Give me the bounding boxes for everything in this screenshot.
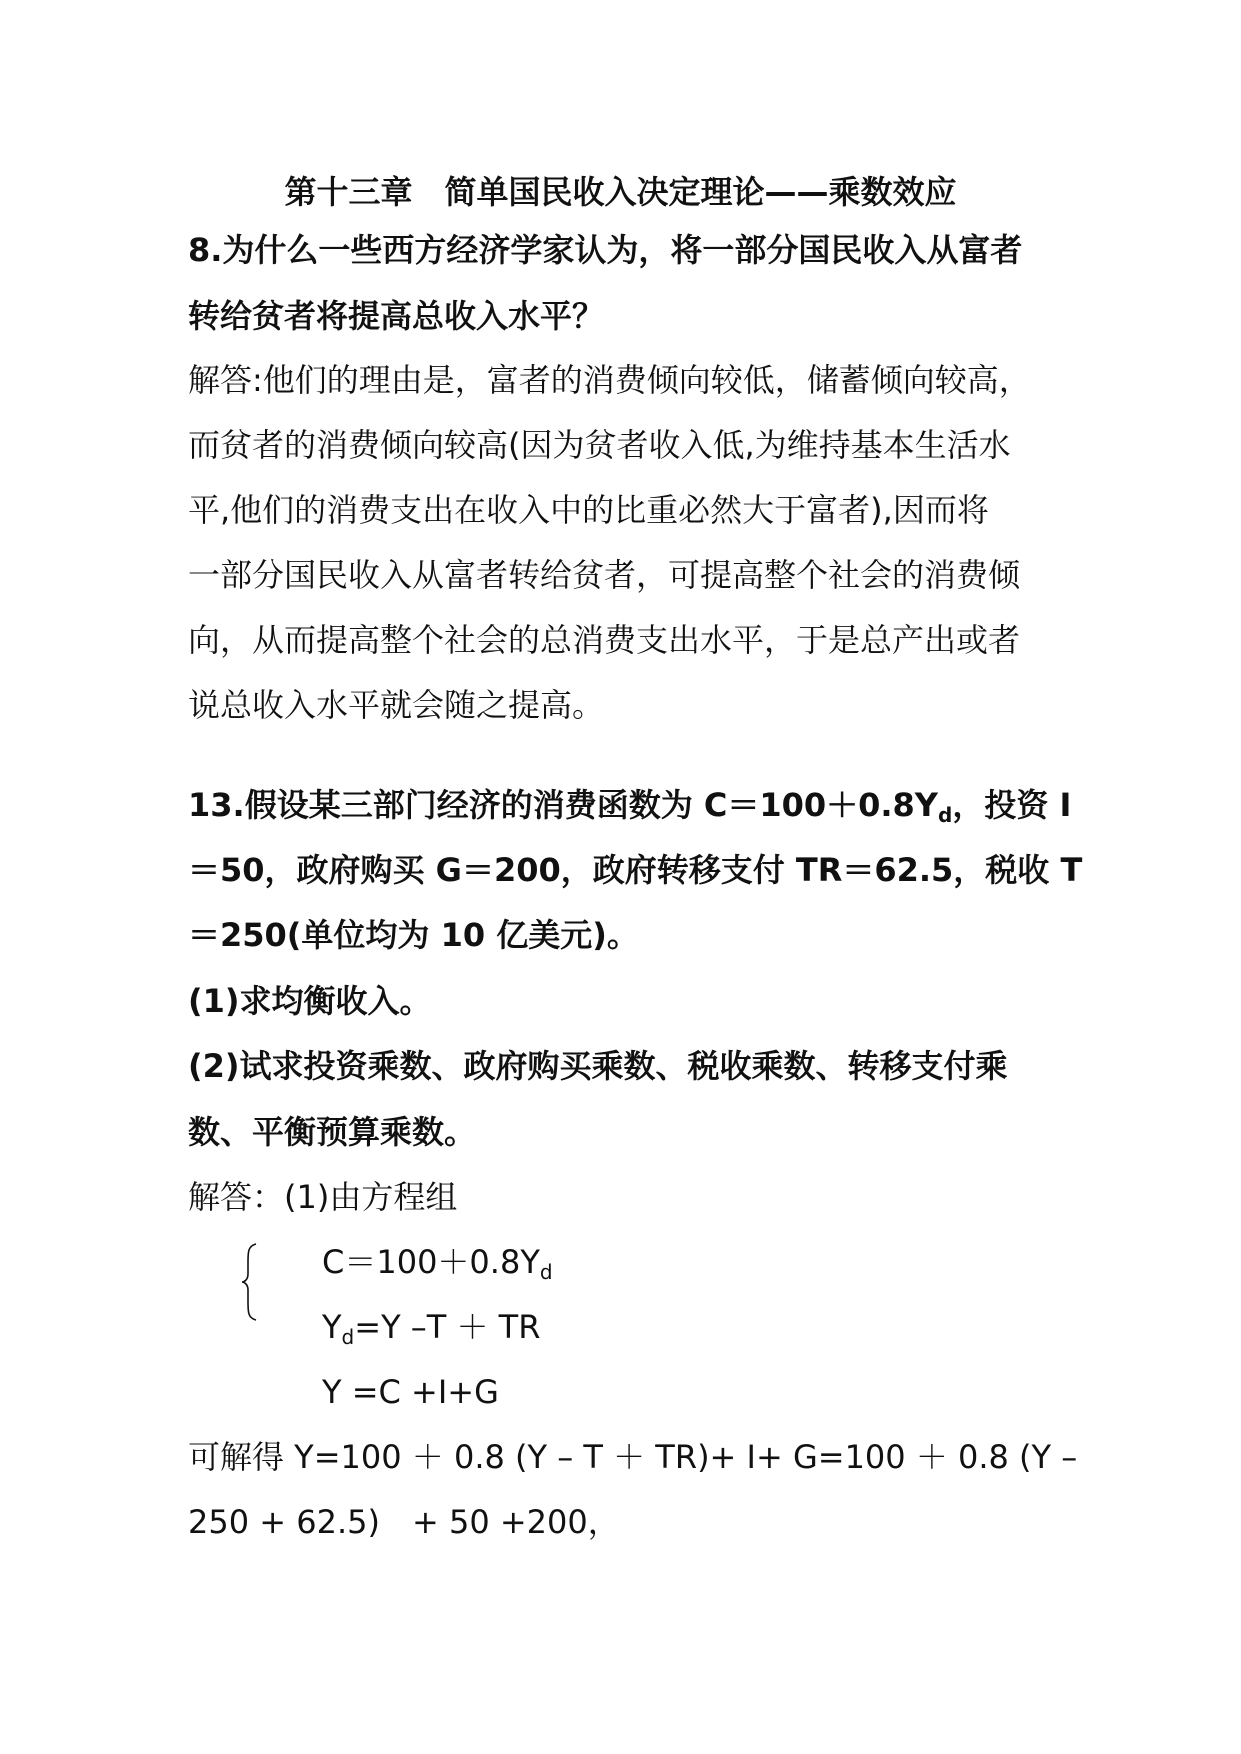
q8-answer-line-4: 一部分国民收入从富者转给贫者，可提高整个社会的消费倾 bbox=[188, 556, 1021, 594]
q13-part-2-line-1: (2)试求投资乘数、政府购买乘数、税收乘数、转移支付乘 bbox=[188, 1047, 1008, 1085]
q13-line-1 bbox=[188, 783, 1072, 827]
equation-1 bbox=[322, 1240, 922, 1284]
equation-2-var: Y bbox=[322, 1308, 342, 1346]
q8-question-line-1: 8.为什么一些西方经济学家认为，将一部分国民收入从富者 bbox=[188, 231, 1023, 269]
q13-line-1-subscript: d bbox=[937, 803, 953, 827]
equation-3: Y =C +I+G bbox=[322, 1373, 499, 1411]
answer13-intro: 解答：(1)由方程组 bbox=[188, 1178, 458, 1216]
equation-2-subscript: d bbox=[341, 1325, 355, 1349]
solution-line-2: 250 + 62.5) + 50 +200， bbox=[188, 1503, 620, 1541]
q8-answer-line-6: 说总收入水平就会随之提高。 bbox=[188, 686, 605, 724]
equation-2-rest: =Y –T ＋ TR bbox=[354, 1308, 541, 1346]
q8-answer-line-2: 而贫者的消费倾向较高(因为贫者收入低,为维持基本生活水 bbox=[188, 426, 1011, 464]
q13-line-2: ＝50，政府购买 G＝200，政府转移支付 TR＝62.5，税收 T bbox=[188, 851, 1083, 889]
q13-part-1: (1)求均衡收入。 bbox=[188, 982, 432, 1020]
solution-line-1: 可解得 Y=100 ＋ 0.8 (Y – T ＋ TR)+ I+ G=100 ＋ 0.8 (Y – bbox=[188, 1438, 1078, 1476]
chapter-title: 第十三章 简单国民收入决定理论——乘数效应 bbox=[284, 173, 957, 211]
q8-question-line-2: 转给贫者将提高总收入水平？ bbox=[188, 297, 605, 335]
equation-2 bbox=[322, 1305, 922, 1349]
q13-line-3: ＝250(单位均为 10 亿美元)。 bbox=[188, 916, 639, 954]
equation-brace bbox=[240, 1242, 260, 1322]
q8-answer-line-1: 解答:他们的理由是，富者的消费倾向较低，储蓄倾向较高， bbox=[188, 361, 1031, 399]
q13-line-1-main: 13.假设某三部门经济的消费函数为 C＝100＋0.8Y bbox=[188, 786, 938, 824]
equation-1-main: C＝100＋0.8Y bbox=[322, 1243, 540, 1281]
q8-answer-line-5: 向，从而提高整个社会的总消费支出水平，于是总产出或者 bbox=[188, 621, 1021, 659]
q8-answer-line-3: 平,他们的消费支出在收入中的比重必然大于富者),因而将 bbox=[188, 491, 989, 529]
q13-part-2-line-2: 数、平衡预算乘数。 bbox=[188, 1113, 477, 1151]
q13-line-1-tail: ，投资 I bbox=[952, 786, 1072, 824]
equation-1-subscript: d bbox=[539, 1260, 553, 1284]
